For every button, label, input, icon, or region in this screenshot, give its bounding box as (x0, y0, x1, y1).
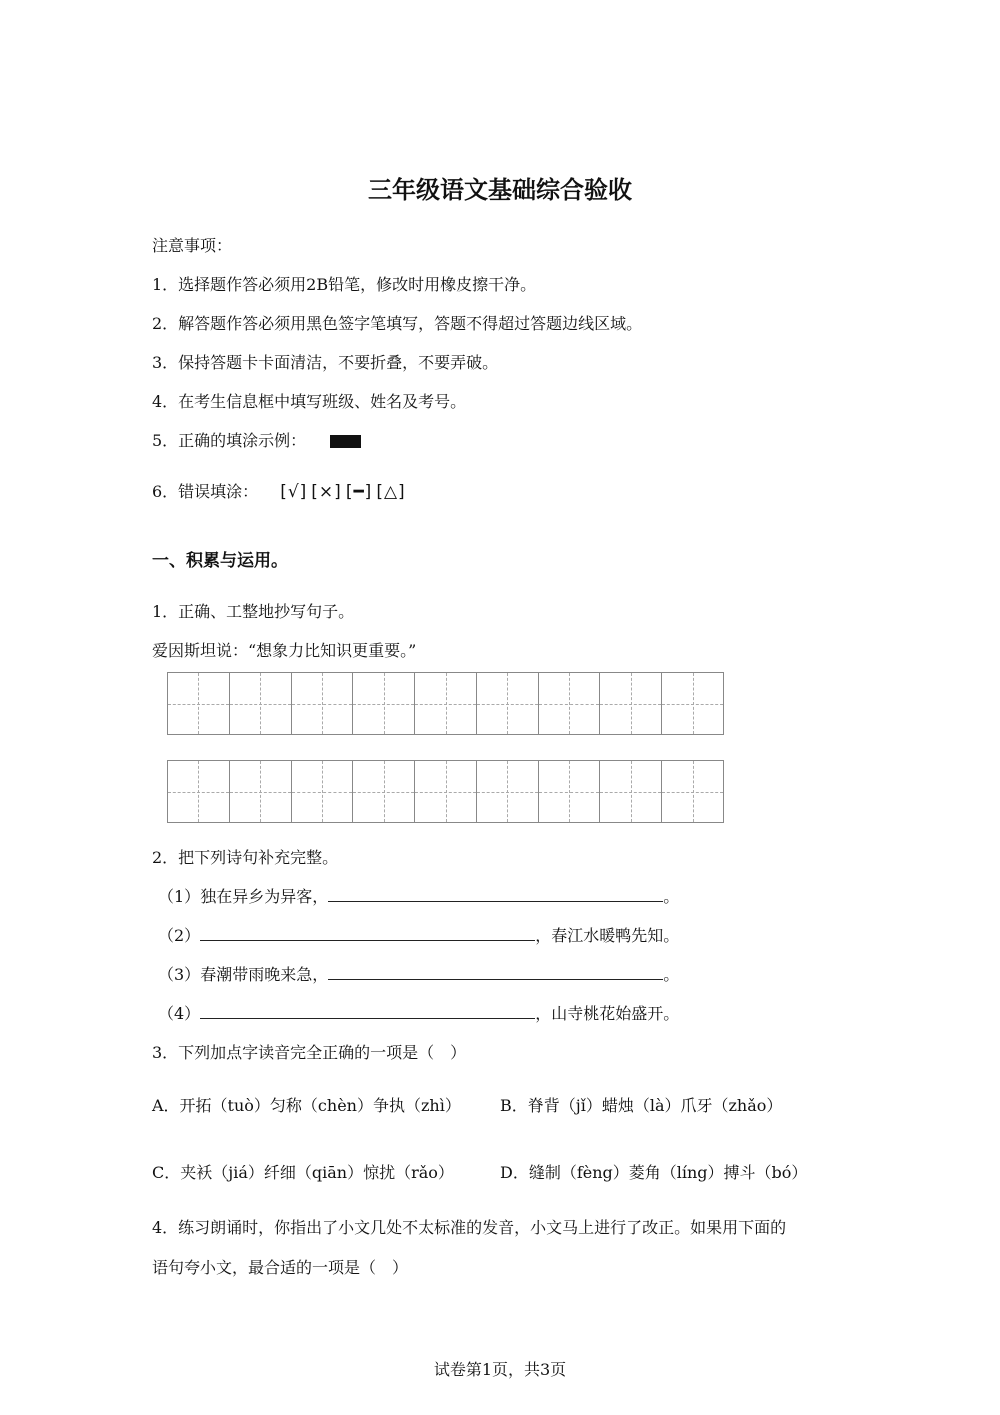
grid-cell[interactable] (292, 673, 354, 735)
q2-item-3 (158, 962, 679, 985)
section-heading-1: 一、积累与运用。 (152, 551, 288, 571)
note-item-5-text: 5．正确的填涂示例： (152, 431, 307, 450)
answer-blank[interactable] (328, 887, 663, 902)
q2-item-number: （4） (158, 1004, 201, 1023)
q2-item-4 (158, 1001, 679, 1024)
grid-cell[interactable] (600, 761, 662, 823)
note-item-1: 1．选择题作答必须用2B铅笔，修改时用橡皮擦干净。 (152, 275, 537, 294)
q2-item-2 (158, 923, 679, 946)
triangle-mark-icon: [△] (376, 482, 406, 502)
wrong-fill-examples (280, 482, 409, 502)
q2-item-end: ，山寺桃花始盛开。 (535, 1004, 680, 1023)
q1-sentence: 爱因斯坦说：“想象力比知识更重要。” (152, 641, 417, 660)
answer-blank[interactable] (200, 1004, 535, 1019)
grid-cell[interactable] (292, 761, 354, 823)
q2-item-text: 春潮带雨晚来急， (200, 965, 329, 984)
note-item-2: 2．解答题作答必须用黑色签字笔填写，答题不得超过答题边线区域。 (152, 314, 643, 333)
q2-item-end: 。 (663, 887, 680, 906)
note-item-4: 4．在考生信息框中填写班级、姓名及考号。 (152, 392, 467, 411)
q2-item-1 (158, 884, 679, 907)
grid-cell[interactable] (168, 673, 230, 735)
page-footer: 试卷第1页，共3页 (433, 1360, 567, 1379)
grid-cell[interactable] (230, 761, 292, 823)
q2-item-number: （3） (158, 965, 201, 984)
note-item-5 (152, 428, 361, 451)
q3-option-a[interactable]: A．开拓（tuò）匀称（chèn）争执（zhì） (152, 1096, 461, 1115)
q4-prompt-line-1: 4．练习朗诵时，你指出了小文几处不太标准的发音，小文马上进行了改正。如果用下面的 (152, 1218, 787, 1237)
q3-prompt: 3．下列加点字读音完全正确的一项是（ ） (152, 1043, 467, 1062)
grid-cell[interactable] (477, 673, 539, 735)
page-title: 三年级语文基础综合验收 (368, 176, 632, 204)
q2-item-number: （2） (158, 926, 201, 945)
q2-prompt: 2．把下列诗句补充完整。 (152, 848, 339, 867)
answer-blank[interactable] (328, 965, 663, 980)
q2-item-end: ，春江水暖鸭先知。 (535, 926, 680, 945)
note-item-3: 3．保持答题卡卡面清洁，不要折叠，不要弄破。 (152, 353, 499, 372)
note-item-6-text: 6．错误填涂： (152, 482, 259, 501)
grid-cell[interactable] (662, 673, 724, 735)
dash-mark-icon: [━] (345, 482, 373, 502)
check-mark-icon: [√] (280, 482, 308, 502)
cross-mark-icon: [×] (311, 482, 342, 502)
q3-option-d[interactable]: D．缝制（fèng）菱角（líng）搏斗（bó） (500, 1163, 808, 1182)
grid-cell[interactable] (539, 761, 601, 823)
grid-cell[interactable] (168, 761, 230, 823)
notes-header: 注意事项： (152, 236, 233, 255)
grid-cell[interactable] (539, 673, 601, 735)
grid-cell[interactable] (230, 673, 292, 735)
q2-item-number: （1） (158, 887, 201, 906)
grid-cell[interactable] (353, 673, 415, 735)
grid-cell[interactable] (353, 761, 415, 823)
writing-grid-row-2[interactable] (167, 760, 724, 823)
grid-cell[interactable] (415, 673, 477, 735)
grid-cell[interactable] (662, 761, 724, 823)
grid-cell[interactable] (477, 761, 539, 823)
note-item-6 (152, 479, 410, 502)
q1-prompt: 1．正确、工整地抄写句子。 (152, 602, 355, 621)
q4-prompt-line-2: 语句夸小文，最合适的一项是（ ） (152, 1258, 409, 1277)
grid-cell[interactable] (600, 673, 662, 735)
q2-item-end: 。 (663, 965, 680, 984)
q3-option-c[interactable]: C．夹袄（jiá）纤细（qiān）惊扰（rǎo） (152, 1163, 454, 1182)
writing-grid-row-1[interactable] (167, 672, 724, 735)
q3-option-b[interactable]: B．脊背（jǐ）蜡烛（là）爪牙（zhǎo） (500, 1096, 783, 1115)
correct-fill-example (330, 435, 361, 448)
q2-item-text: 独在异乡为异客， (200, 887, 329, 906)
answer-blank[interactable] (200, 926, 535, 941)
grid-cell[interactable] (415, 761, 477, 823)
